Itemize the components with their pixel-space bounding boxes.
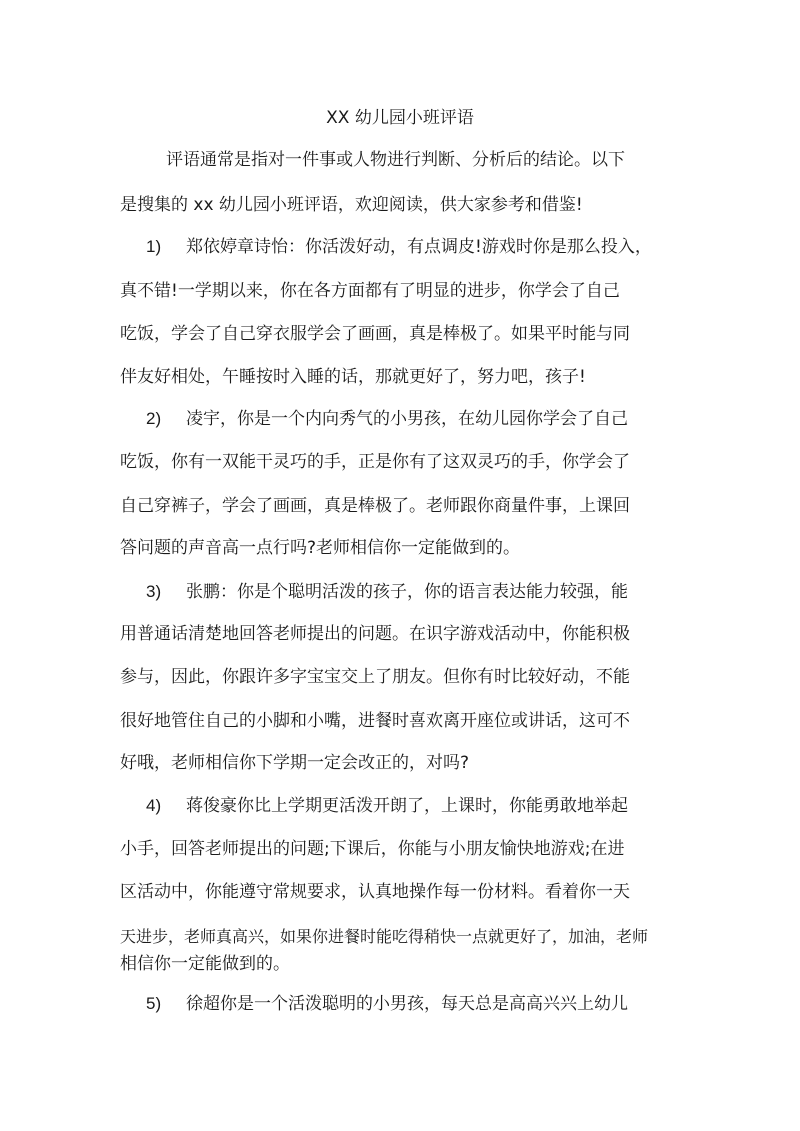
item-3-first-line xyxy=(146,580,628,604)
item-3-number: 3) xyxy=(146,582,162,601)
item-2-first-line xyxy=(146,407,628,431)
intro-line-2: 是搜集的 xx 幼儿园小班评语，欢迎阅读，供大家参考和借鉴! xyxy=(120,195,583,215)
intro-line-1: 评语通常是指对一件事或人物进行判断、分析后的结论。以下 xyxy=(166,150,625,170)
item-3-line-1: 张鹏：你是个聪明活泼的孩子，你的语言表达能力较强，能 xyxy=(186,582,628,602)
item-1-first-line xyxy=(146,235,652,259)
item-2-number: 2) xyxy=(146,409,162,428)
item-5-number: 5) xyxy=(146,994,162,1013)
item-4-line-2: 小手，回答老师提出的问题;下课后，你能与小朋友愉快地游戏;在进 xyxy=(120,839,625,859)
item-1-line-4: 伴友好相处，午睡按时入睡的话，那就更好了，努力吧，孩子! xyxy=(120,367,586,387)
item-3-line-4: 很好地管住自己的小脚和小嘴，进餐时喜欢离开座位或讲话，这可不 xyxy=(120,711,630,731)
item-3-line-5: 好哦，老师相信你下学期一定会改正的，对吗? xyxy=(120,753,470,773)
item-4-first-line xyxy=(146,794,628,818)
item-4-line-1: 蒋俊豪你比上学期更活泼开朗了，上课时，你能勇敢地举起 xyxy=(186,796,628,816)
item-5-first-line xyxy=(146,992,628,1016)
item-1-line-3: 吃饭，学会了自己穿衣服学会了画画，真是棒极了。如果平时能与同 xyxy=(120,324,630,344)
item-2-line-1: 凌宇，你是一个内向秀气的小男孩，在幼儿园你学会了自己 xyxy=(186,409,628,429)
item-1-line-2: 真不错!一学期以来，你在各方面都有了明显的进步，你学会了自己 xyxy=(120,281,620,301)
item-2-line-2: 吃饭，你有一双能干灵巧的手，正是你有了这双灵巧的手，你学会了 xyxy=(120,452,630,472)
item-3-line-2: 用普通话清楚地回答老师提出的问题。在识字游戏活动中，你能积极 xyxy=(120,624,630,644)
item-2-line-4: 答问题的声音高一点行吗?老师相信你一定能做到的。 xyxy=(120,538,521,558)
item-3-line-3: 参与，因此，你跟许多字宝宝交上了朋友。但你有时比较好动，不能 xyxy=(120,667,630,687)
item-4-number: 4) xyxy=(146,796,162,815)
item-5-line-1: 徐超你是一个活泼聪明的小男孩，每天总是高高兴兴上幼儿 xyxy=(186,994,628,1014)
item-2-line-3: 自己穿裤子，学会了画画，真是棒极了。老师跟你商量件事，上课回 xyxy=(120,496,630,516)
item-4-line-4: 天进步，老师真高兴，如果你进餐时能吃得稍快一点就更好了，加油，老师 xyxy=(120,927,649,946)
item-4-line-5: 相信你一定能做到的。 xyxy=(120,954,290,974)
document-title: XX 幼儿园小班评语 xyxy=(326,108,474,128)
item-1-line-1: 郑依婷章诗怡：你活泼好动，有点调皮!游戏时你是那么投入， xyxy=(186,237,652,257)
item-1-number: 1) xyxy=(146,237,162,256)
item-4-line-3: 区活动中，你能遵守常规要求，认真地操作每一份材料。看着你一天 xyxy=(120,882,630,902)
